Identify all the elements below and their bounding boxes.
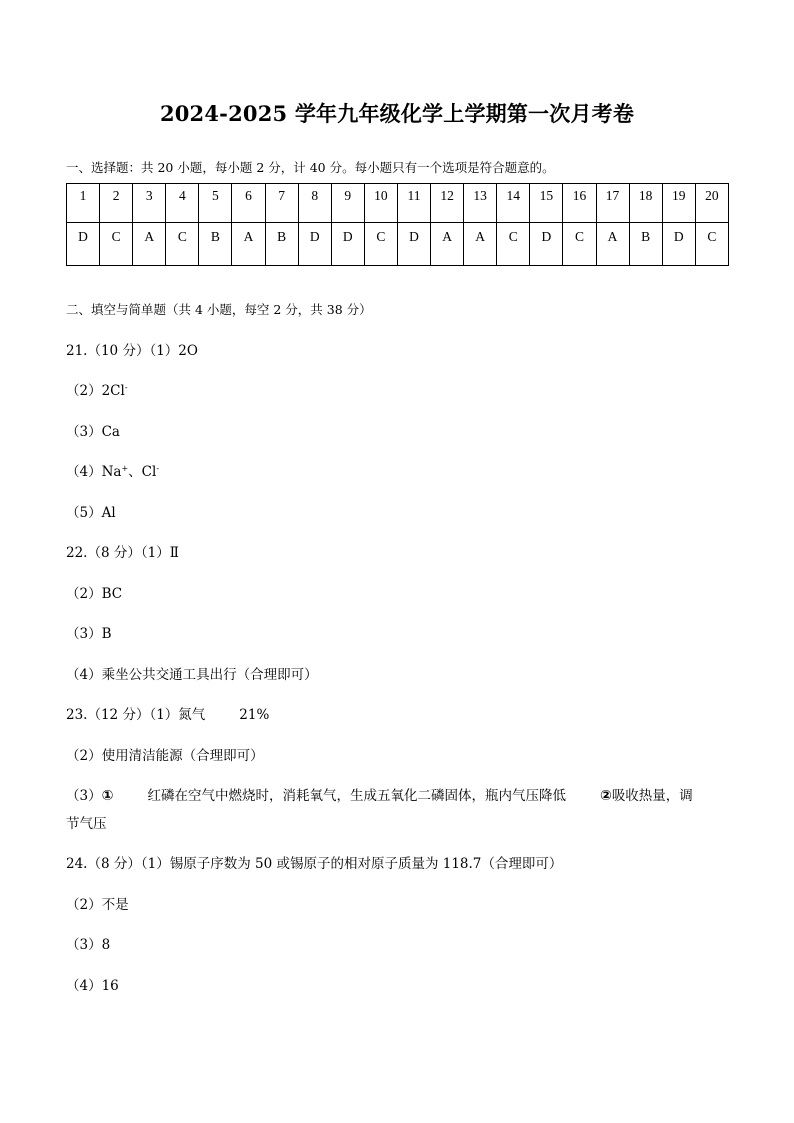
- section1-heading: 一、选择题：共 20 小题，每小题 2 分，计 40 分。每小题只有一个选项是符合题意的。: [66, 160, 555, 175]
- q23-part1: [66, 706, 269, 724]
- answer-cell: C: [563, 223, 596, 266]
- q22-part1: 22.（8 分）（1）Ⅱ: [66, 545, 179, 561]
- question-number: 8: [298, 184, 331, 223]
- question-number: 19: [662, 184, 695, 223]
- answer-cell: C: [100, 223, 133, 266]
- q23-part3-answer1: 红磷在空气中燃烧时，消耗氧气，生成五氧化二磷固体，瓶内气压降低: [147, 788, 566, 804]
- page-title: 2024-2025 学年九年级化学上学期第一次月考卷: [159, 101, 635, 126]
- q22-part4: （4）乘坐公共交通工具出行（合理即可）: [66, 667, 318, 683]
- answer-cell: D: [530, 223, 563, 266]
- answer-cell: C: [497, 223, 530, 266]
- question-number: 14: [497, 184, 530, 223]
- question-number: 13: [464, 184, 497, 223]
- q21-part4-charge1: +: [121, 464, 129, 473]
- q21-part4-mid: 、Cl: [128, 464, 157, 480]
- question-number: 4: [166, 184, 199, 223]
- question-number: 1: [67, 184, 100, 223]
- q23-part3: [66, 787, 693, 805]
- question-number: 10: [364, 184, 397, 223]
- q24-part3: （3）8: [66, 937, 111, 953]
- answer-cell: D: [298, 223, 331, 266]
- q23-part3-answer2: 吸收热量，调: [611, 788, 693, 804]
- answer-cell: A: [464, 223, 497, 266]
- q21-part4: [66, 463, 159, 481]
- question-number: 20: [695, 184, 728, 223]
- question-number: 7: [265, 184, 298, 223]
- question-number: 11: [397, 184, 430, 223]
- answer-cell: C: [364, 223, 397, 266]
- answer-table-answer-row: [67, 223, 729, 266]
- q21-part4-charge2: -: [156, 464, 160, 473]
- q24-part1: 24.（8 分）（1）锡原子序数为 50 或锡原子的相对原子质量为 118.7（合理即可）: [66, 856, 563, 872]
- question-number: 12: [431, 184, 464, 223]
- question-number: 18: [629, 184, 662, 223]
- question-number: 6: [232, 184, 265, 223]
- question-number: 15: [530, 184, 563, 223]
- question-number: 16: [563, 184, 596, 223]
- answer-cell: B: [265, 223, 298, 266]
- circled-2-marker: ②: [599, 788, 612, 804]
- q23-part1-value: 21%: [239, 707, 270, 723]
- answer-cell: D: [662, 223, 695, 266]
- q23-part1-text: 23.（12 分）（1）氮气: [66, 707, 206, 723]
- circled-1-marker: ①: [101, 788, 114, 804]
- answer-cell: D: [67, 223, 100, 266]
- answer-cell: A: [133, 223, 166, 266]
- answer-cell: C: [695, 223, 728, 266]
- q23-part2: （2）使用清洁能源（合理即可）: [66, 748, 264, 764]
- q23-part3-prefix: （3）: [66, 788, 102, 804]
- answer-cell: A: [596, 223, 629, 266]
- answer-table: [66, 183, 729, 266]
- q21-part4-text: （4）Na: [66, 464, 122, 480]
- question-number: 5: [199, 184, 232, 223]
- q21-part2-charge: -: [124, 383, 128, 392]
- q21-part2: [66, 382, 128, 400]
- q21-part1: 21.（10 分）（1）2O: [66, 343, 198, 359]
- answer-cell: D: [331, 223, 364, 266]
- answer-cell: B: [199, 223, 232, 266]
- answer-cell: D: [397, 223, 430, 266]
- q21-part5: （5）Al: [66, 505, 116, 521]
- q24-part4: （4）16: [66, 978, 119, 994]
- question-number: 3: [133, 184, 166, 223]
- q22-part3: （3）B: [66, 626, 112, 642]
- answer-table-number-row: [67, 184, 729, 223]
- question-number: 2: [100, 184, 133, 223]
- q22-part2: （2）BC: [66, 586, 123, 602]
- q21-part2-text: （2）2Cl: [66, 383, 125, 399]
- answer-cell: B: [629, 223, 662, 266]
- question-number: 17: [596, 184, 629, 223]
- section2-heading: 二、填空与简单题（共 4 小题，每空 2 分，共 38 分）: [66, 302, 372, 317]
- question-number: 9: [331, 184, 364, 223]
- answer-cell: A: [431, 223, 464, 266]
- q23-part3-continuation: 节气压: [66, 816, 107, 832]
- q24-part2: （2）不是: [66, 897, 129, 913]
- answer-cell: A: [232, 223, 265, 266]
- answer-cell: C: [166, 223, 199, 266]
- q21-part3: （3）Ca: [66, 424, 120, 440]
